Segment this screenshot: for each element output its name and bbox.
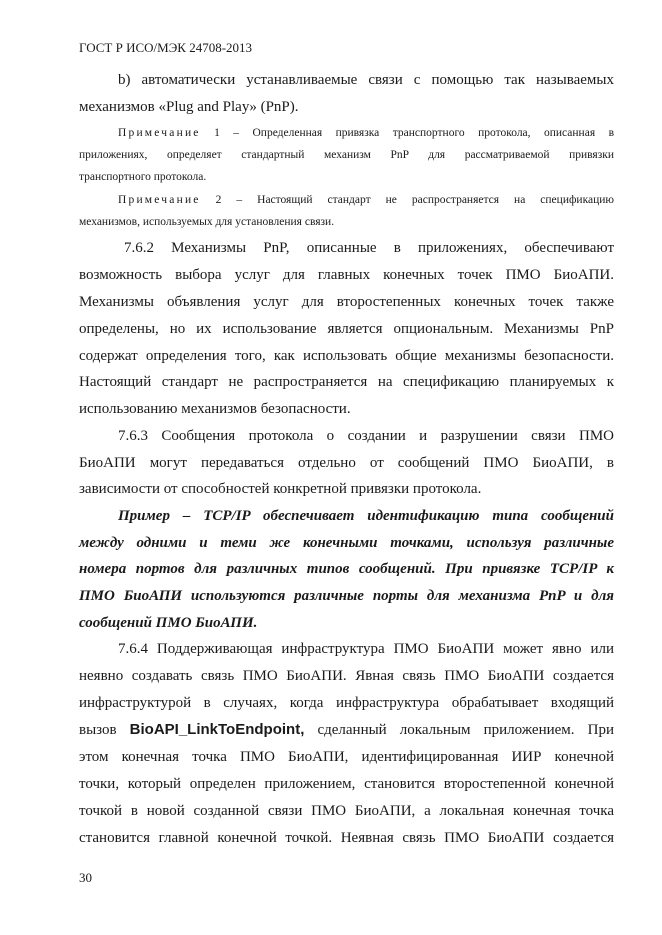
item-b-line-1: b) автоматически устанавливаемые связи с помощью так называемых xyxy=(118,72,614,88)
example-line-3: номера портов для различных типов сообщений. При привязке TCP/IP к xyxy=(79,561,614,577)
item-b-line-2: механизмов «Plug and Play» (PnP). xyxy=(79,99,299,115)
para-763-line-2: БиоАПИ могут передаваться отдельно от сообщений ПМО БиоАПИ, в xyxy=(79,455,614,471)
para-762-line-4: определены, но их использование является опциональным. Механизмы PnP xyxy=(79,321,614,337)
para-762-line-3: Механизмы объявления услуг для второстепенных конечных точек также xyxy=(79,294,614,310)
para-762-line-1: 7.6.2 Механизмы PnP, описанные в приложениях, обеспечивают xyxy=(124,240,614,256)
note-1-line-2: приложениях, определяет стандартный механизм PnP для рассматриваемой привязки xyxy=(79,149,614,161)
para-763-line-3: зависимости от способностей конкретной привязки протокола. xyxy=(79,481,482,497)
function-name: BioAPI_LinkToEndpoint, xyxy=(129,721,305,738)
standard-header: ГОСТ Р ИСО/МЭК 24708-2013 xyxy=(79,40,253,55)
para-762-line-7: использованию механизмов безопасности. xyxy=(79,401,351,417)
para-764-line-7: точкой в новой созданной связи ПМО БиоАПИ, а локальная конечная точка xyxy=(79,803,614,819)
example-line-1: Пример – TCP/IP обеспечивает идентификацию типа сообщений xyxy=(118,508,614,524)
para-764-line-4: вызов BioAPI_LinkToEndpoint, сделанный локальным приложением. При xyxy=(79,721,614,738)
para-764-line-1: 7.6.4 Поддерживающая инфраструктура ПМО БиоАПИ может явно или xyxy=(118,641,614,657)
para-764-line-8: становится главной конечной точкой. Неявная связь ПМО БиоАПИ создается xyxy=(79,830,614,846)
page-number: 30 xyxy=(79,870,92,885)
para-762-line-5: содержат определения того, как использовать общие механизмы безопасности. xyxy=(79,348,614,364)
para-764-line-6: точки, который определен приложением, становится второстепенной конечной xyxy=(79,776,614,792)
note-1-line-3: транспортного протокола. xyxy=(79,171,207,183)
note-2-line-2: механизмов, используемых для установления связи. xyxy=(79,216,335,228)
example-line-5: сообщений ПМО БиоАПИ. xyxy=(79,615,258,631)
note-1-label: Примечание xyxy=(118,127,201,139)
note-1-line-1: Примечание 1 – Определенная привязка транспортного протокола, описанная в xyxy=(118,127,614,139)
para-764-line-3: инфраструктурой в случаях, когда инфраструктура обрабатывает входящий xyxy=(79,695,614,711)
para-764-line-5: этом конечная точка ПМО БиоАПИ, идентифицированная ИИР конечной xyxy=(79,749,614,765)
example-line-2: между одними и теми же конечными точками, используя различные xyxy=(79,535,614,551)
para-764-line-2: неявно создавать связь ПМО БиоАПИ. Явная связь ПМО БиоАПИ создается xyxy=(79,668,614,684)
note-2-label: Примечание xyxy=(118,194,201,206)
note-2-line-1: Примечание 2 – Настоящий стандарт не распространяется на спецификацию xyxy=(118,194,614,206)
para-762-line-6: Настоящий стандарт не распространяется на спецификацию планируемых к xyxy=(79,374,614,390)
example-line-4: ПМО БиоАПИ используются различные порты для механизма PnP и для xyxy=(79,588,614,604)
para-763-line-1: 7.6.3 Сообщения протокола о создании и разрушении связи ПМО xyxy=(118,428,614,444)
para-762-line-2: возможность выбора услуг для главных конечных точек ПМО БиоАПИ. xyxy=(79,267,614,283)
